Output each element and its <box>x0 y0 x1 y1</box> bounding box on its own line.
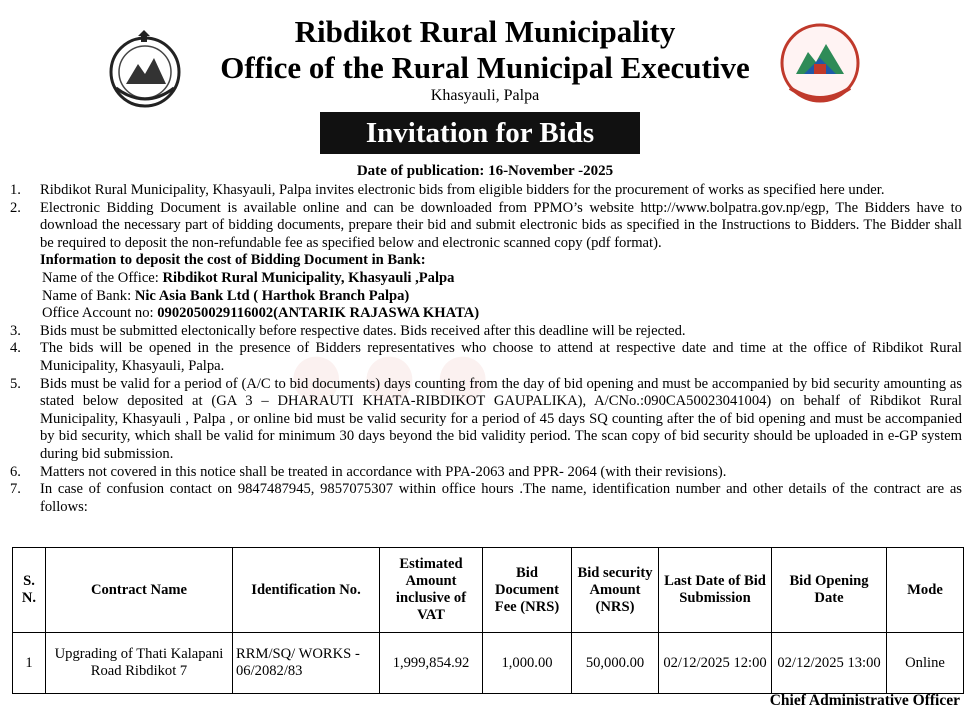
cell-identification: RRM/SQ/ WORKS - 06/2082/83 <box>233 633 380 694</box>
list-item: 7. In case of confusion contact on 9847487945, 9857075307 within office hours .The name, identification number and other details of the contract are as follows: <box>10 481 962 515</box>
municipality-name: Ribdikot Rural Municipality <box>294 14 676 49</box>
cell-opening-date: 02/12/2025 13:00 <box>772 633 887 694</box>
cell-sn: 1 <box>13 633 46 694</box>
col-opening-date: Bid Opening Date <box>772 548 887 633</box>
bank-info-heading: Information to deposit the cost of Bidding Document in Bank: <box>40 252 426 269</box>
notice-body <box>10 182 962 516</box>
col-estimated-amount: Estimated Amount inclusive of VAT <box>380 548 483 633</box>
cell-estimated-amount: 1,999,854.92 <box>380 633 483 694</box>
publication-date: Date of publication: 16-November -2025 <box>356 163 614 179</box>
col-sn: S. N. <box>13 548 46 633</box>
list-item: 2. Electronic Bidding Document is available online and can be downloaded from PPMO’s website http://www.bolpatra.gov.np/egp, The Bidders have to download the necessary part of bidding documents, prepare their bid and submit electronic bids as specified in the Instructions to Bidders. The Bidder shall be required to deposit the non-refundable fee as specified below and electronic scanned copy (pdf format). <box>10 199 962 251</box>
table-header-row <box>13 548 964 633</box>
list-item: 3. Bids must be submitted electonically before respective dates. Bids received after this deadline will be rejected. <box>10 322 686 339</box>
col-last-date: Last Date of Bid Submission <box>659 548 772 633</box>
col-document-fee: Bid Document Fee (NRS) <box>483 548 572 633</box>
col-contract-name: Contract Name <box>46 548 233 633</box>
col-mode: Mode <box>887 548 964 633</box>
bank-name-row: Name of Bank: Nic Asia Bank Ltd ( Harthok Branch Palpa) <box>42 287 410 304</box>
list-item: 4. The bids will be opened in the presence of Bidders representatives who choose to attend at respective date and time at the office of Ribdikot Rural Municipality, Khasyauli, Palpa. <box>10 340 962 374</box>
list-item: 5. Bids must be valid for a period of (A/C to bid documents) days counting from the day of bid opening and must be accompanied by bid security amounting as stated below deposited at (GA 3 – DHARAUTI KHATA-RIBDIKOT GAUPALIKA), A/CNo.:090CA50023041004) on behalf of Ribdikot Rural Municipality, Khasyauli , Palpa , or online bid must be valid security for a period of 45 days SQ counting after the of bid opening and must be accompanied by bid security, which shall be valid for minimum 30 days beyond the bid validity period. The scan copy of bid security should be uploaded in e-GP system during bid submission. <box>10 375 962 462</box>
cell-contract-name: Upgrading of Thati Kalapani Road Ribdikot 7 <box>46 633 233 694</box>
table-row <box>13 633 964 694</box>
municipality-logo-icon <box>774 18 866 104</box>
cell-document-fee: 1,000.00 <box>483 633 572 694</box>
list-item: 1. Ribdikot Rural Municipality, Khasyauli, Palpa invites electronic bids from eligible bidders for the procurement of works as specified here under. <box>10 182 885 198</box>
watermark: ● ● ● <box>290 340 489 410</box>
cell-bid-security: 50,000.00 <box>572 633 659 694</box>
bank-info <box>10 252 962 322</box>
list-item: 6. Matters not covered in this notice shall be treated in accordance with PPA-2063 and PPR- 2064 (with their revisions). <box>10 463 727 480</box>
account-row: Office Account no: 0902050029116002(ANTARIK RAJASWA KHATA) <box>42 305 480 322</box>
col-bid-security: Bid security Amount (NRS) <box>572 548 659 633</box>
col-identification: Identification No. <box>233 548 380 633</box>
cell-last-date: 02/12/2025 12:00 <box>659 633 772 694</box>
office-name-row: Name of the Office: Ribdikot Rural Municipality, Khasyauli ,Palpa <box>42 269 455 286</box>
notice-header <box>0 0 970 108</box>
signatory: Chief Administrative Officer <box>769 692 960 709</box>
cell-mode: Online <box>887 633 964 694</box>
office-name: Office of the Rural Municipal Executive <box>220 50 750 85</box>
contracts-table <box>12 547 964 694</box>
office-address: Khasyauli, Palpa <box>430 87 540 104</box>
invitation-banner: Invitation for Bids <box>320 112 640 154</box>
